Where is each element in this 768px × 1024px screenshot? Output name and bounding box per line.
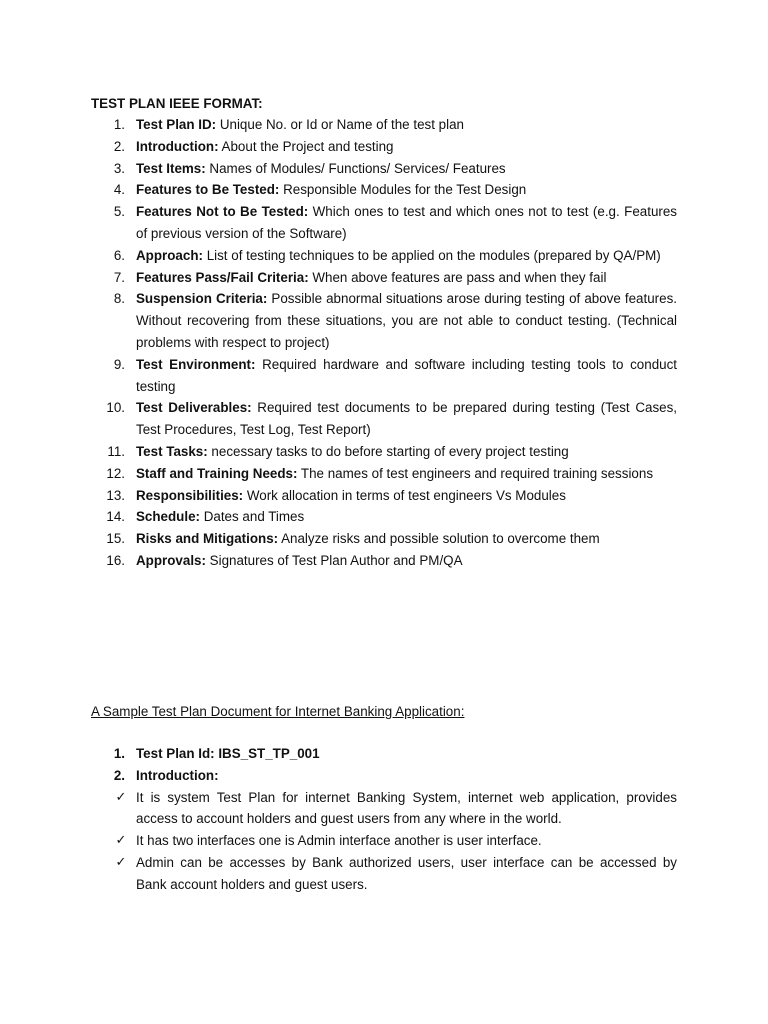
item-text: The names of test engineers and required training sessions bbox=[297, 465, 654, 481]
section-heading: TEST PLAN IEEE FORMAT: bbox=[91, 96, 263, 111]
item-term: Schedule: bbox=[136, 509, 200, 525]
list-item bbox=[91, 485, 677, 507]
item-text: Dates and Times bbox=[200, 509, 305, 525]
item-number: 9. bbox=[113, 356, 125, 372]
item-text: Introduction: bbox=[136, 767, 219, 783]
item-number: 15. bbox=[106, 531, 125, 547]
list-item bbox=[91, 114, 677, 136]
list-item bbox=[91, 179, 677, 201]
item-term: Responsibilities: bbox=[136, 487, 244, 503]
item-text: Work allocation in terms of test engineers Vs Modules bbox=[243, 487, 566, 503]
item-text: List of testing techniques to be applied on the modules (prepared by QA/PM) bbox=[202, 247, 661, 263]
item-text: Required test documents to be prepared during testing (Test Cases, Test Procedures, Test Log, Test Report) bbox=[136, 400, 678, 438]
ieee-format-list bbox=[91, 114, 677, 572]
item-text: It has two interfaces one is Admin interface another is user interface. bbox=[136, 833, 542, 849]
item-term: Test Environment: bbox=[136, 356, 256, 372]
checkmark-icon: ✓ bbox=[115, 854, 127, 870]
item-term: Risks and Mitigations: bbox=[136, 531, 279, 547]
list-item bbox=[91, 354, 677, 398]
list-item bbox=[91, 201, 677, 245]
item-text: When above features are pass and when they fail bbox=[308, 269, 607, 285]
list-item bbox=[91, 463, 677, 485]
item-term: Staff and Training Needs: bbox=[136, 465, 298, 481]
item-number: 11. bbox=[107, 443, 125, 459]
checklist-item bbox=[91, 852, 677, 896]
item-term: Test Items: bbox=[136, 160, 206, 176]
item-number: 2. bbox=[113, 138, 125, 154]
list-item bbox=[91, 550, 677, 572]
item-text: Analyze risks and possible solution to overcome them bbox=[278, 531, 600, 547]
item-term: Approvals: bbox=[136, 552, 206, 568]
item-number: 16. bbox=[106, 552, 125, 568]
item-text: Responsible Modules for the Test Design bbox=[279, 182, 527, 198]
checkmark-icon: ✓ bbox=[115, 789, 127, 805]
list-item bbox=[91, 743, 677, 765]
list-item bbox=[91, 158, 677, 180]
item-number: 6. bbox=[113, 247, 125, 263]
item-term: Approach: bbox=[136, 247, 203, 263]
list-item bbox=[91, 397, 677, 441]
list-item bbox=[91, 506, 677, 528]
item-number: 8. bbox=[113, 291, 125, 307]
item-number: 12. bbox=[106, 465, 125, 481]
item-number: 5. bbox=[113, 204, 125, 220]
sample-document-title: A Sample Test Plan Document for Internet Banking Application: bbox=[91, 704, 465, 719]
item-term: Features Pass/Fail Criteria: bbox=[136, 269, 309, 285]
item-text: Signatures of Test Plan Author and PM/QA bbox=[205, 552, 463, 568]
item-text: Which ones to test and which ones not to test (e.g. Features of previous version of the Software) bbox=[136, 204, 677, 241]
item-number: 2. bbox=[113, 767, 125, 783]
item-term: Suspension Criteria: bbox=[136, 291, 268, 307]
item-term: Features Not to Be Tested: bbox=[136, 204, 309, 220]
item-number: 4. bbox=[113, 182, 125, 198]
list-item bbox=[91, 267, 677, 289]
item-text: About the Project and testing bbox=[218, 138, 394, 154]
item-term: Test Tasks: bbox=[136, 443, 208, 459]
item-number: 1. bbox=[113, 746, 125, 761]
item-term: Test Plan ID: bbox=[136, 117, 217, 132]
checklist-item bbox=[91, 830, 677, 852]
list-item bbox=[91, 765, 677, 787]
list-item bbox=[91, 136, 677, 158]
item-number: 14. bbox=[106, 509, 125, 525]
checklist-item bbox=[91, 787, 677, 831]
item-number: 13. bbox=[106, 487, 125, 503]
list-item bbox=[91, 441, 677, 463]
item-number: 10. bbox=[106, 400, 125, 416]
item-number: 7. bbox=[113, 269, 125, 285]
item-text: Required hardware and software including testing tools to conduct testing bbox=[136, 356, 677, 394]
item-term: Introduction: bbox=[136, 138, 219, 154]
sample-plan-list bbox=[91, 743, 677, 896]
item-number: 1. bbox=[113, 117, 125, 132]
item-number: 3. bbox=[113, 160, 125, 176]
checkmark-icon: ✓ bbox=[115, 833, 127, 849]
item-text: Unique No. or Id or Name of the test plan bbox=[216, 117, 464, 132]
item-text: Admin can be accesses by Bank authorized users, user interface can be accessed by Bank account holders and guest users. bbox=[136, 854, 677, 892]
list-item bbox=[91, 528, 677, 550]
item-text: Possible abnormal situations arose during testing of above features. Without recovering from these situations, you are not able to conduct testing. (Technical problems with respect to project) bbox=[136, 291, 677, 350]
item-text: Names of Modules/ Functions/ Services/ Features bbox=[205, 160, 506, 176]
list-item bbox=[91, 288, 677, 353]
item-term: Test Deliverables: bbox=[136, 400, 252, 416]
item-text: Test Plan Id: IBS_ST_TP_001 bbox=[136, 746, 320, 761]
item-text: It is system Test Plan for internet Banking System, internet web application, provides access to account holders and guest users from any where in the world. bbox=[136, 789, 677, 827]
list-item bbox=[91, 245, 677, 267]
item-term: Features to Be Tested: bbox=[136, 182, 280, 198]
item-text: necessary tasks to do before starting of every project testing bbox=[207, 443, 569, 459]
